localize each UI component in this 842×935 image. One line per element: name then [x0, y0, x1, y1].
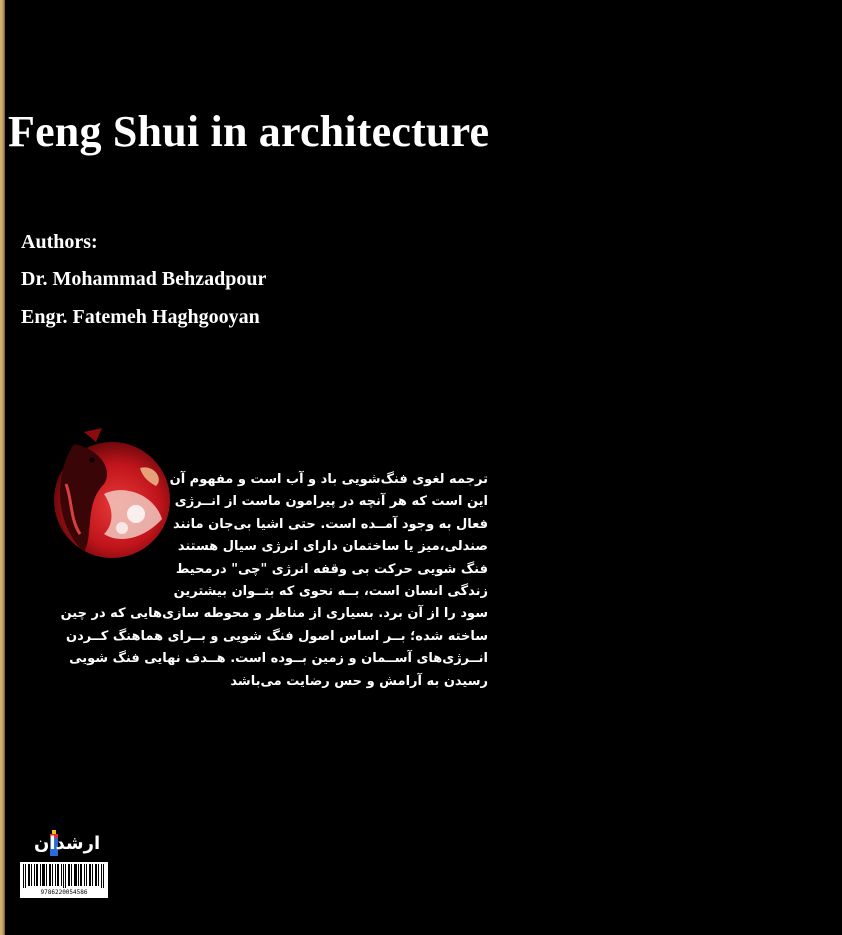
barcode-bars: [23, 864, 105, 888]
blurb-line: این است که هر آنچه در پیرامون ماست از انــرژی: [174, 494, 488, 510]
book-title: Feng Shui in architecture: [8, 107, 490, 156]
blurb-line: صندلی،میز یا ساختمان دارای انرژی سیال هستند: [177, 539, 488, 555]
book-spine-edge: [0, 0, 5, 935]
isbn-number: 9786220054586: [40, 889, 88, 896]
blurb-line: انــرژی‌های آســمان و زمین بــوده است. هــدف نهایی فنگ شویی: [69, 651, 488, 667]
blurb-line: فعال به وجود آمــده است. حتی اشیا بی‌جان مانند: [172, 516, 488, 532]
blurb-line: ساخته شده؛ بــر اساس اصول فنگ شویی و بــرای هماهنگ کــردن: [66, 628, 488, 644]
isbn-barcode: [20, 862, 108, 898]
authors-label: Authors:: [21, 231, 98, 253]
persian-description: [60, 469, 488, 693]
blurb-line: ترجمه لغوی فنگ‌شویی باد و آب است و مفهوم آن: [169, 472, 488, 487]
author-1: Dr. Mohammad Behzadpour: [21, 268, 267, 290]
author-2: Engr. Fatemeh Haghgooyan: [21, 306, 260, 328]
blurb-line: فنگ شویی حرکت بی وقفه انرژی "چی" درمحیط: [175, 561, 488, 577]
blurb-line: زندگی انسان است، بــه نحوی که بتــوان بیشترین: [173, 584, 488, 600]
blurb-line: سود را از آن برد. بسیاری از مناظر و محوطه سازی‌هایی که در چین: [60, 606, 488, 622]
publisher-logo-text: ارشدان: [34, 833, 101, 854]
blurb-line: رسیدن به آرامش و حس رضایت می‌باشد: [230, 673, 488, 689]
